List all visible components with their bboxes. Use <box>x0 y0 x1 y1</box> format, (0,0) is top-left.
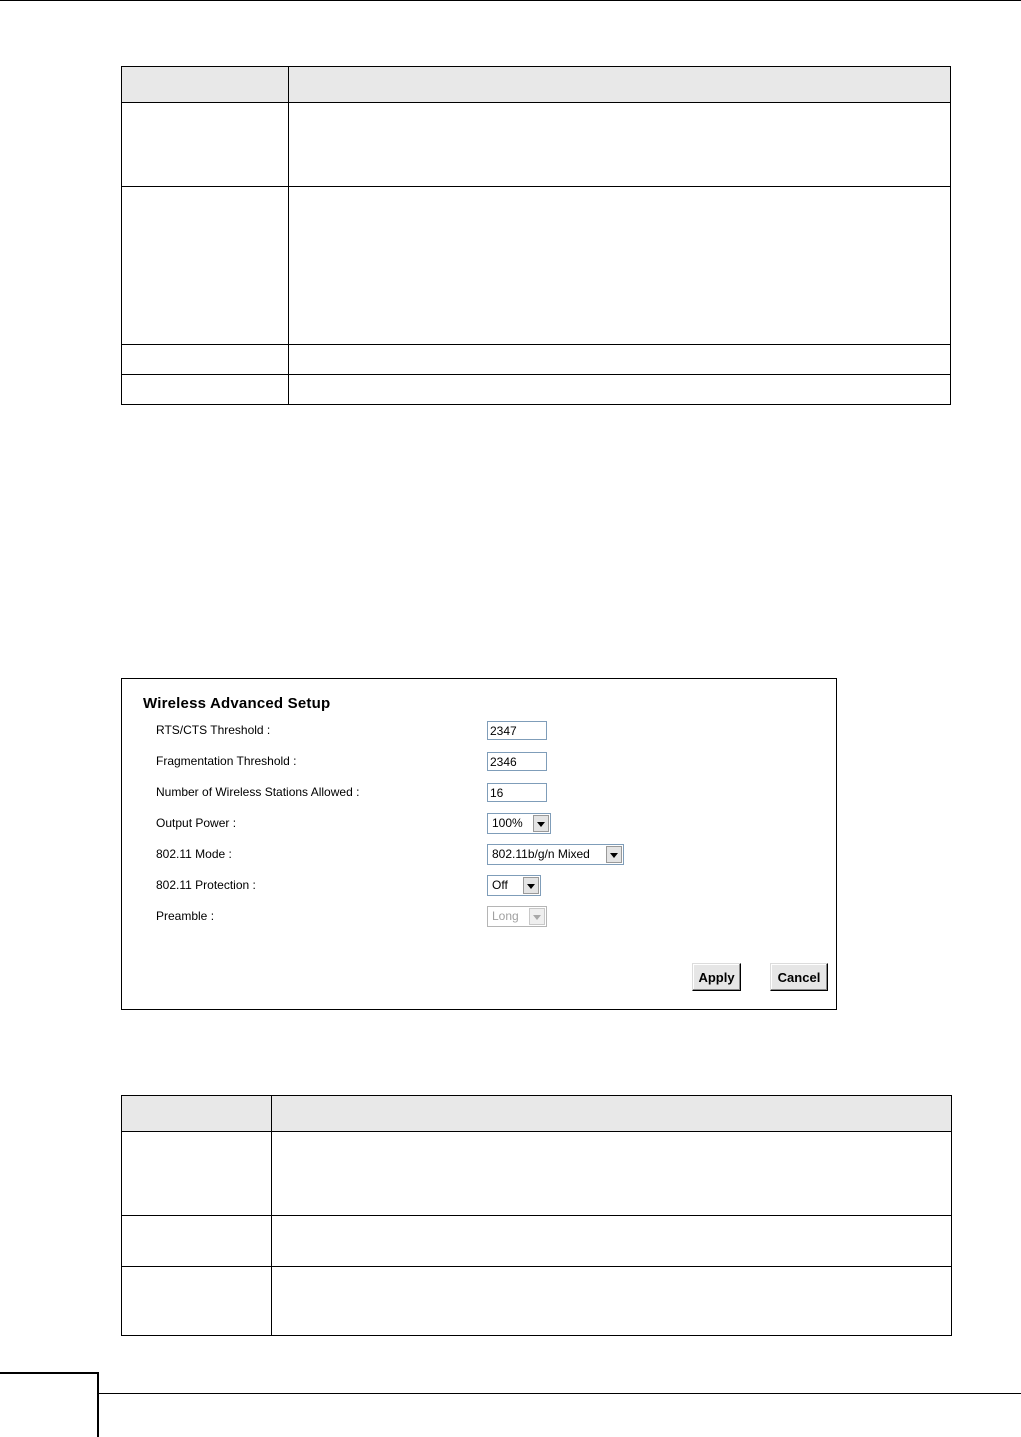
fragmentation-threshold-label: Fragmentation Threshold : <box>156 754 297 768</box>
preamble-value: Long <box>492 909 519 923</box>
table-cell <box>272 1267 952 1336</box>
table-cell <box>272 1216 952 1267</box>
chevron-down-icon[interactable] <box>533 815 549 832</box>
table-row <box>122 1216 952 1267</box>
table-row <box>122 345 951 375</box>
footer-rule <box>99 1393 1021 1394</box>
preamble-select <box>487 906 547 927</box>
protection-value: Off <box>492 878 508 892</box>
table-cell <box>122 1216 272 1267</box>
wireless-stations-allowed-label: Number of Wireless Stations Allowed : <box>156 785 360 799</box>
rts-cts-threshold-input[interactable] <box>487 721 547 740</box>
rts-cts-threshold-label: RTS/CTS Threshold : <box>156 723 271 737</box>
mode-label: 802.11 Mode : <box>156 847 232 861</box>
wireless-advanced-setup-panel <box>121 678 837 1010</box>
header-cell-description <box>272 1096 952 1132</box>
header-cell-label <box>122 1096 272 1132</box>
mode-value: 802.11b/g/n Mixed <box>492 847 590 861</box>
table-cell <box>289 375 951 405</box>
description-table-top <box>121 66 951 405</box>
page-top-rule <box>0 0 1021 1</box>
table-cell <box>272 1132 952 1216</box>
table-row <box>122 103 951 187</box>
panel-title: Wireless Advanced Setup <box>143 695 331 712</box>
table-cell <box>122 345 289 375</box>
description-table-bottom <box>121 1095 952 1336</box>
output-power-value: 100% <box>492 816 523 830</box>
table-row <box>122 1267 952 1336</box>
mode-select[interactable] <box>487 844 624 865</box>
chevron-down-icon <box>529 908 545 925</box>
apply-button[interactable]: Apply <box>692 963 741 991</box>
table-row <box>122 375 951 405</box>
chevron-down-icon[interactable] <box>606 846 622 863</box>
output-power-label: Output Power : <box>156 816 237 830</box>
protection-label: 802.11 Protection : <box>156 878 256 892</box>
wireless-stations-allowed-input[interactable] <box>487 783 547 802</box>
header-cell-label <box>122 67 289 103</box>
page-number-box <box>0 1372 99 1437</box>
fragmentation-threshold-input[interactable] <box>487 752 547 771</box>
output-power-select[interactable] <box>487 813 551 834</box>
table-cell <box>289 103 951 187</box>
chevron-down-icon[interactable] <box>523 877 539 894</box>
cancel-button[interactable]: Cancel <box>770 963 828 991</box>
table-cell <box>289 345 951 375</box>
table-cell <box>289 187 951 345</box>
table-header-row <box>122 67 951 103</box>
header-cell-description <box>289 67 951 103</box>
preamble-label: Preamble : <box>156 909 215 923</box>
table-header-row <box>122 1096 952 1132</box>
table-row <box>122 1132 952 1216</box>
table-cell <box>122 187 289 345</box>
table-cell <box>122 1267 272 1336</box>
protection-select[interactable] <box>487 875 541 896</box>
table-cell <box>122 103 289 187</box>
table-cell <box>122 375 289 405</box>
table-cell <box>122 1132 272 1216</box>
table-row <box>122 187 951 345</box>
